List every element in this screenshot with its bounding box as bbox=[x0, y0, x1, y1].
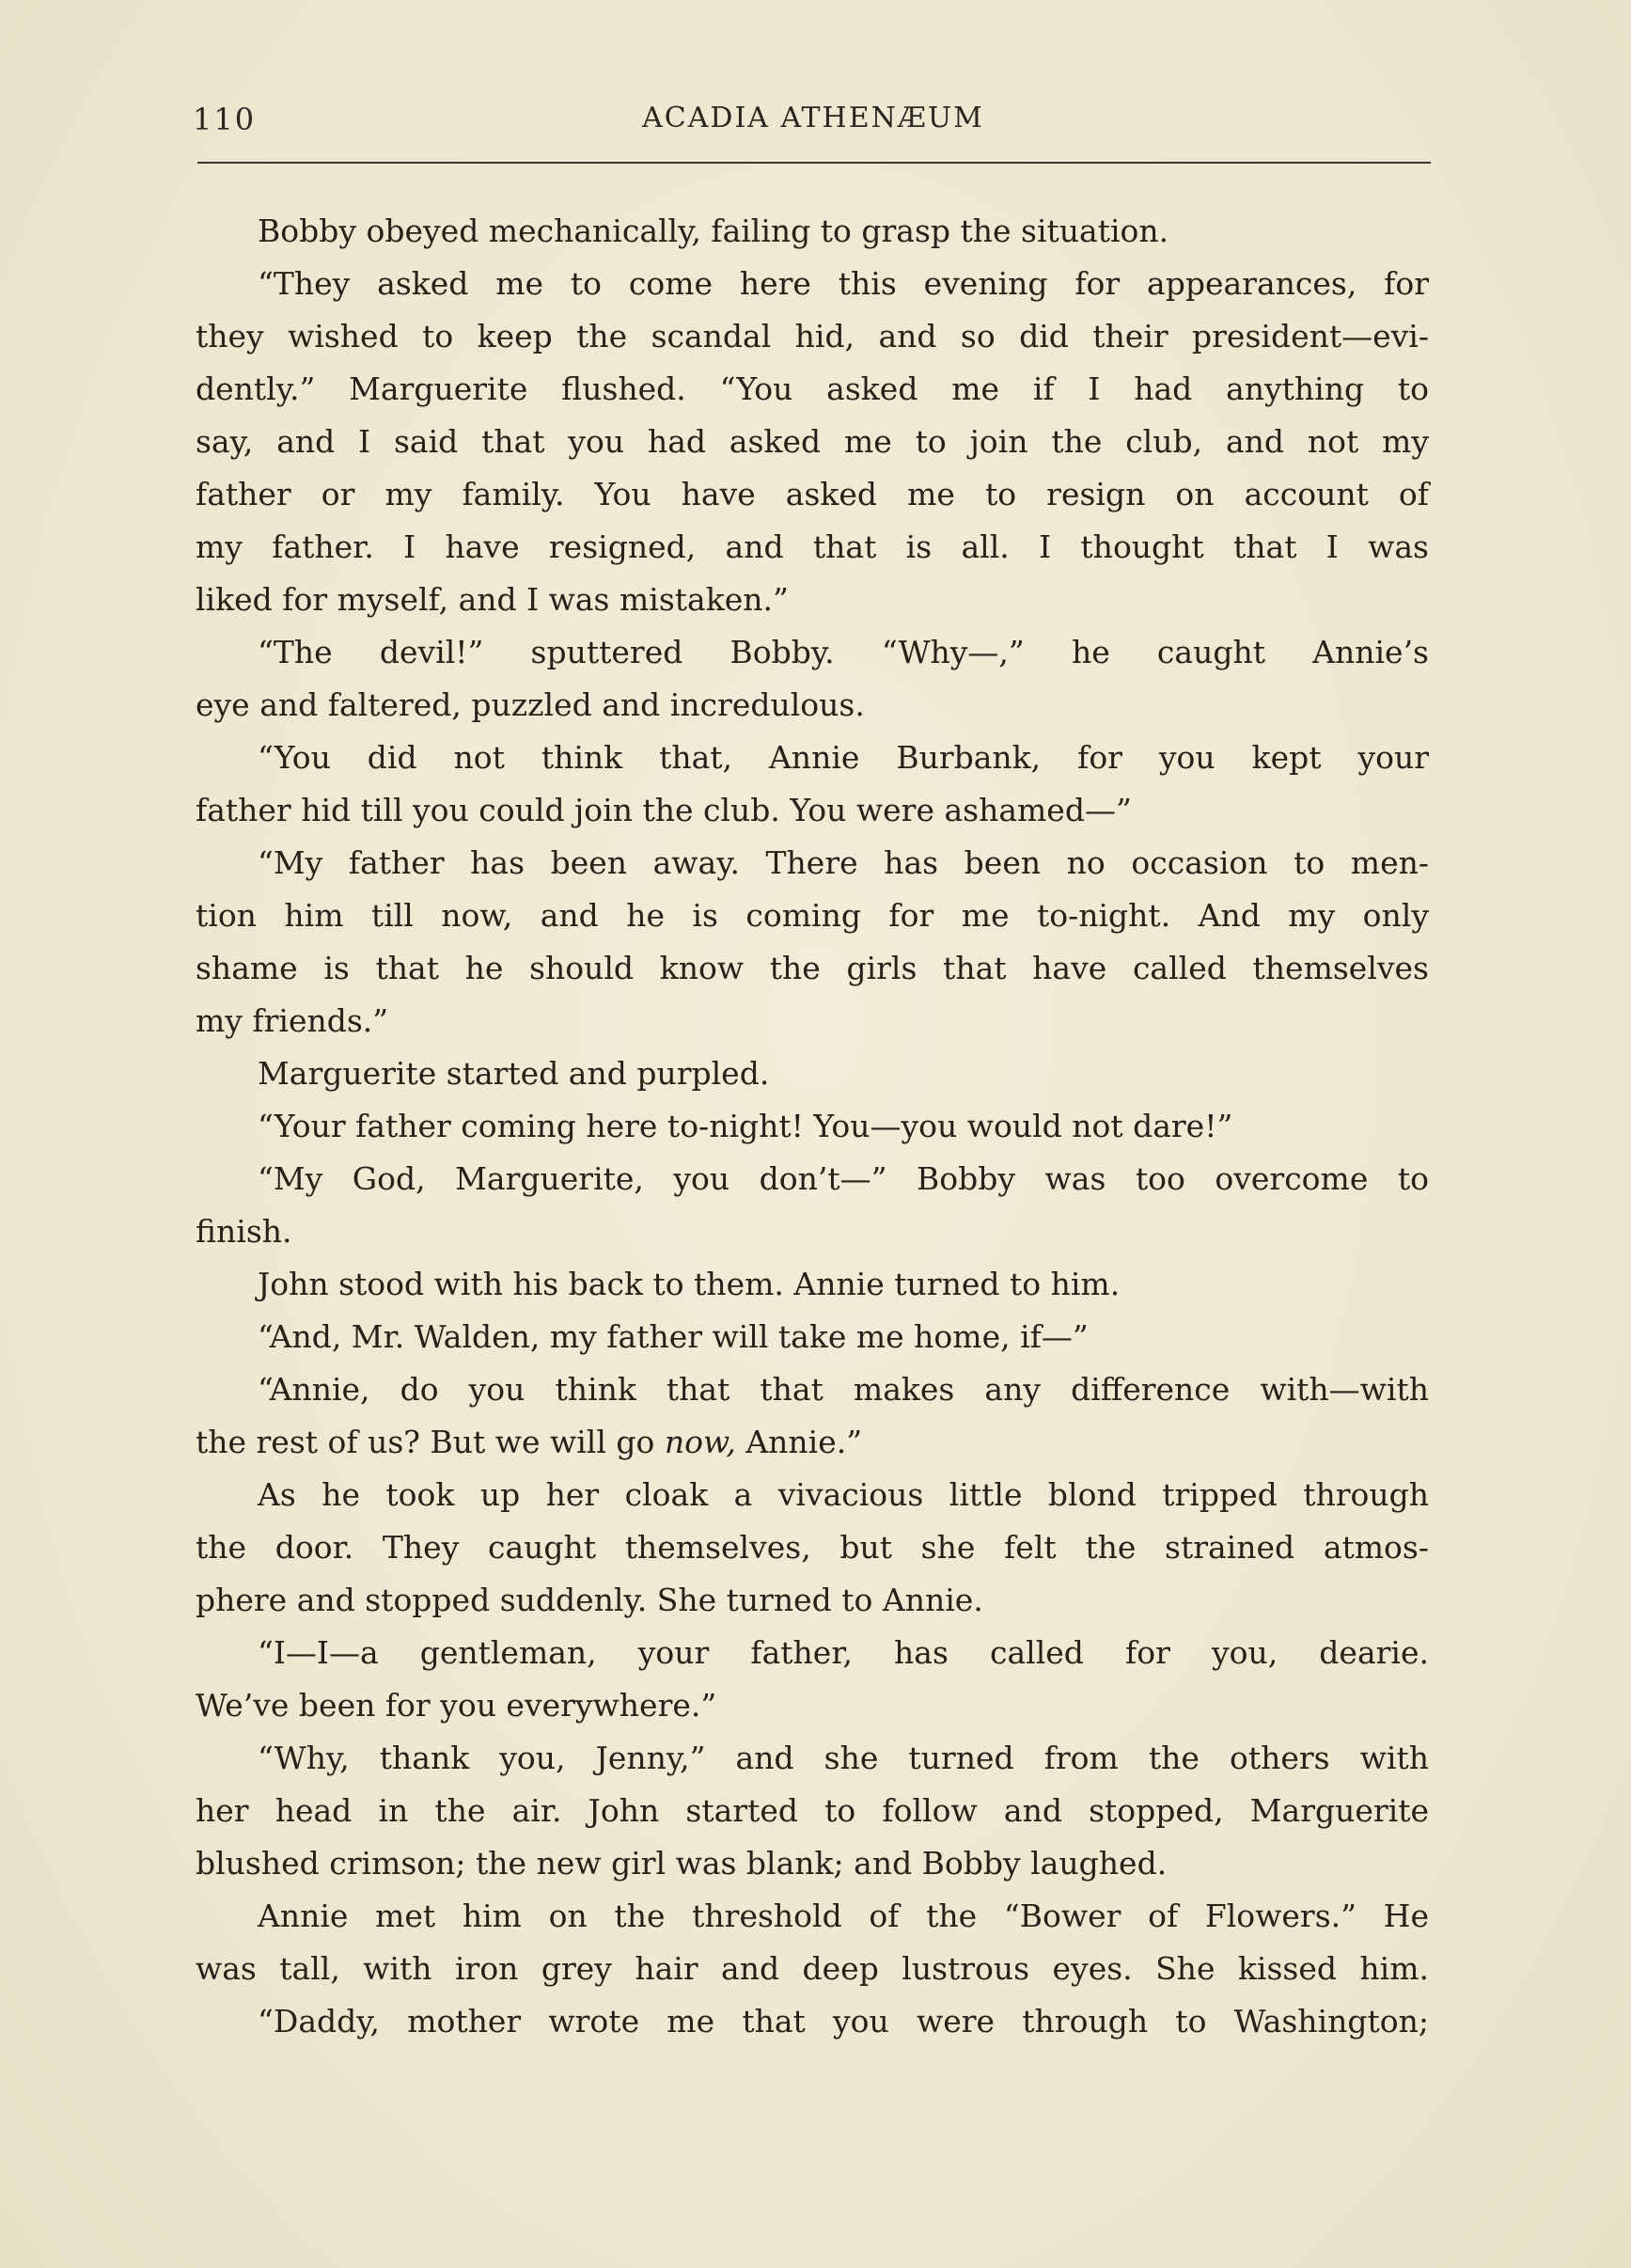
text-line bbox=[196, 1153, 1429, 1205]
line-text: was tall, with iron grey hair and deep lustrous eyes. She kissed him. bbox=[196, 1950, 1429, 1987]
line-text: liked for myself, and I was mistaken.” bbox=[196, 581, 789, 618]
line-text: her head in the air. John started to follow and stopped, Marguerite bbox=[196, 1792, 1429, 1829]
line-text: father hid till you could join the club. You were ashamed—” bbox=[196, 792, 1132, 828]
page-header bbox=[193, 102, 1434, 149]
text-line bbox=[196, 1469, 1429, 1521]
line-text: father or my family. You have asked me to resign on account of bbox=[196, 476, 1429, 512]
text-line bbox=[196, 679, 1429, 732]
text-line bbox=[196, 1363, 1429, 1416]
line-text: finish. bbox=[196, 1213, 292, 1250]
text-line bbox=[196, 1995, 1429, 2048]
text-line bbox=[196, 942, 1429, 995]
text-line bbox=[196, 258, 1429, 310]
text-line bbox=[196, 1047, 1429, 1100]
text-line bbox=[196, 1890, 1429, 1943]
text-line bbox=[196, 1521, 1429, 1574]
line-text: “And, Mr. Walden, my father will take me home, if—” bbox=[258, 1318, 1089, 1355]
line-text: “Why, thank you, Jenny,” and she turned from the others with bbox=[258, 1740, 1429, 1776]
text-line bbox=[196, 310, 1429, 363]
text-line bbox=[196, 1732, 1429, 1785]
line-text: say, and I said that you had asked me to join the club, and not my bbox=[196, 423, 1429, 460]
text-line bbox=[196, 1785, 1429, 1837]
text-line bbox=[196, 1416, 1429, 1469]
line-text: “They asked me to come here this evening for appearances, for bbox=[258, 265, 1429, 302]
text-line bbox=[196, 784, 1429, 837]
line-text-continued: Annie.” bbox=[735, 1424, 863, 1460]
line-text: my father. I have resigned, and that is all. I thought that I was bbox=[196, 528, 1429, 565]
line-italic-text: now, bbox=[664, 1424, 736, 1460]
text-line bbox=[196, 205, 1429, 258]
line-text: shame is that he should know the girls that have called themselves bbox=[196, 950, 1429, 986]
text-line bbox=[196, 837, 1429, 890]
line-text: “Annie, do you think that that makes any difference with—with bbox=[258, 1371, 1429, 1408]
line-text: Marguerite started and purpled. bbox=[258, 1055, 770, 1092]
line-text: eye and faltered, puzzled and incredulous. bbox=[196, 686, 865, 723]
line-text: “My God, Marguerite, you don’t—” Bobby was too overcome to bbox=[258, 1160, 1429, 1197]
text-line bbox=[196, 995, 1429, 1047]
text-line bbox=[196, 574, 1429, 626]
line-text: the door. They caught themselves, but she felt the strained atmos- bbox=[196, 1529, 1429, 1566]
line-text: “You did not think that, Annie Burbank, for you kept your bbox=[258, 739, 1429, 776]
page-number: 110 bbox=[193, 102, 257, 137]
line-text: tion him till now, and he is coming for me to-night. And my only bbox=[196, 897, 1429, 934]
text-line bbox=[196, 1627, 1429, 1679]
text-line bbox=[196, 1943, 1429, 1995]
text-line bbox=[196, 732, 1429, 784]
line-text: “The devil!” sputtered Bobby. “Why—,” he caught Annie’s bbox=[258, 634, 1429, 670]
line-text: the rest of us? But we will go bbox=[196, 1424, 665, 1460]
running-head: ACADIA ATHENÆUM bbox=[642, 102, 984, 134]
text-line bbox=[196, 890, 1429, 942]
line-text: they wished to keep the scandal hid, and so did their president—evi- bbox=[196, 318, 1429, 354]
line-text: Bobby obeyed mechanically, failing to grasp the situation. bbox=[258, 213, 1169, 249]
line-text: phere and stopped suddenly. She turned to Annie. bbox=[196, 1582, 983, 1618]
text-line bbox=[196, 363, 1429, 416]
line-text: “Daddy, mother wrote me that you were through to Washington; bbox=[258, 2003, 1429, 2040]
line-text: “I—I—a gentleman, your father, has called for you, dearie. bbox=[258, 1634, 1429, 1671]
line-text: As he took up her cloak a vivacious little blond tripped through bbox=[258, 1476, 1429, 1513]
text-line bbox=[196, 1205, 1429, 1258]
text-line bbox=[196, 416, 1429, 468]
text-line bbox=[196, 1679, 1429, 1732]
body-text bbox=[196, 205, 1429, 2048]
line-text: “My father has been away. There has been no occasion to men- bbox=[258, 844, 1429, 881]
line-text: my friends.” bbox=[196, 1002, 389, 1039]
text-line bbox=[196, 1258, 1429, 1311]
text-line bbox=[196, 1311, 1429, 1363]
line-text: “Your father coming here to-night! You—you would not dare!” bbox=[258, 1108, 1233, 1144]
line-text: John stood with his back to them. Annie turned to him. bbox=[258, 1266, 1121, 1302]
line-text: dently.” Marguerite flushed. “You asked me if I had anything to bbox=[196, 370, 1429, 407]
text-line bbox=[196, 1574, 1429, 1627]
text-line bbox=[196, 521, 1429, 574]
text-line bbox=[196, 468, 1429, 521]
line-text: We’ve been for you everywhere.” bbox=[196, 1687, 717, 1724]
line-text: blushed crimson; the new girl was blank; and Bobby laughed. bbox=[196, 1845, 1168, 1882]
text-line bbox=[196, 1837, 1429, 1890]
line-text: Annie met him on the threshold of the “Bower of Flowers.” He bbox=[258, 1898, 1429, 1934]
text-line bbox=[196, 626, 1429, 679]
header-rule bbox=[197, 162, 1431, 164]
text-line bbox=[196, 1100, 1429, 1153]
